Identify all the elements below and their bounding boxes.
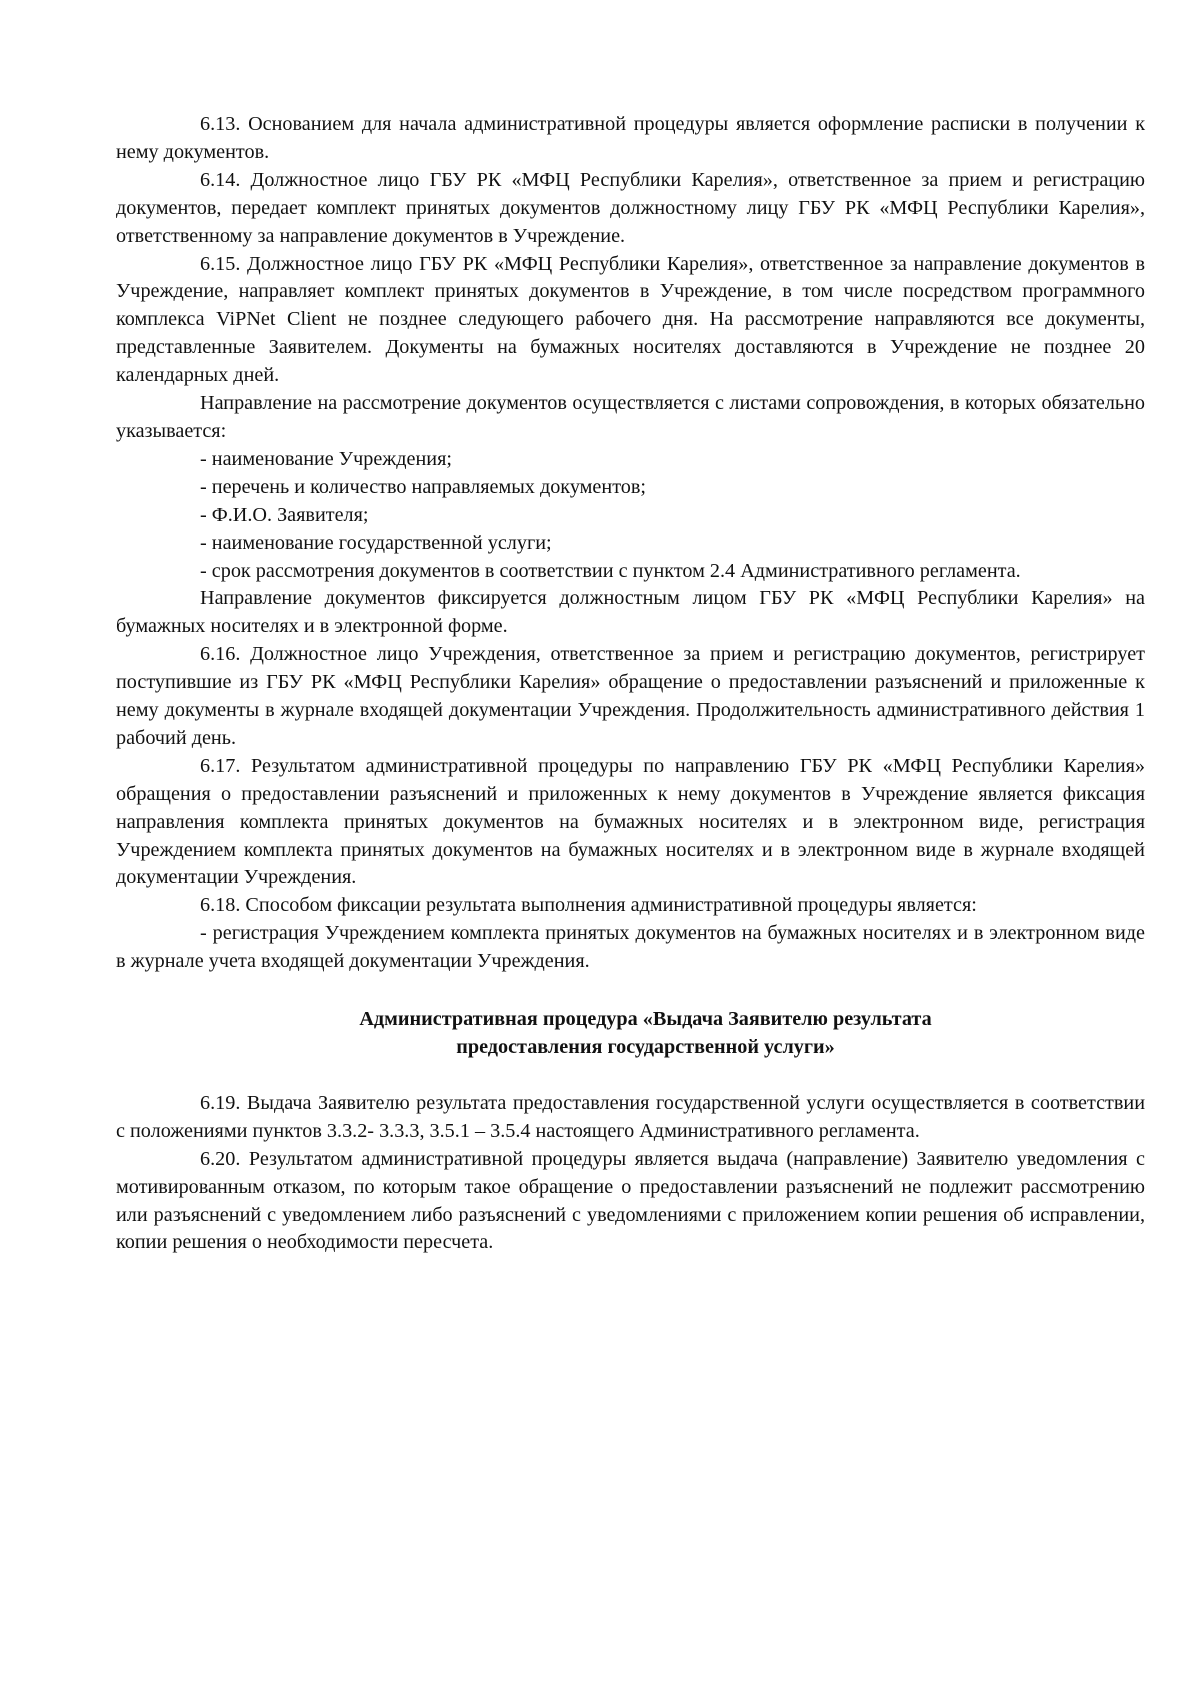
section-heading-line1: Административная процедура «Выдача Заявителю результата [359, 1008, 932, 1031]
paragraph-6-15: 6.15. Должностное лицо ГБУ РК «МФЦ Республики Карелия», ответственное за направление документов в Учреждение, направляет комплект принятых документов в Учреждение, в том числе посредством программного комплекса ViPNet Client не позднее следующего рабочего дня. На рассмотрение направляются все документы, представленные Заявителем. Документы на бумажных носителях доставляются в Учреждение не позднее 20 календарных дней. [116, 252, 1145, 387]
list-item: - срок рассмотрения документов в соответствии с пунктом 2.4 Административного регламента. [200, 559, 1021, 582]
list-item: - наименование Учреждения; [200, 447, 452, 470]
paragraph-6-14: 6.14. Должностное лицо ГБУ РК «МФЦ Республики Карелия», ответственное за прием и регистрацию документов, передает комплект принятых документов должностному лицу ГБУ РК «МФЦ Республики Карелия», ответственному за направление документов в Учреждение. [116, 168, 1145, 247]
paragraph-6-13: 6.13. Основанием для начала административной процедуры является оформление расписки в получении к нему документов. [116, 113, 1145, 163]
list-item: - перечень и количество направляемых документов; [200, 475, 646, 498]
paragraph-6-19: 6.19. Выдача Заявителю результата предоставления государственной услуги осуществляется в соответствии с положениями пунктов 3.3.2- 3.3.3, 3.5.1 – 3.5.4 настоящего Административного регламента. [116, 1091, 1145, 1142]
paragraph-6-20: 6.20. Результатом административной процедуры является выдача (направление) Заявителю уведомления с мотивированным отказом, по которым такое обращение о предоставлении разъяснений не подлежит рассмотрению или разъяснений с уведомлением либо разъяснений с уведомлениями с приложением копии решения об исправлении, копии решения о необходимости пересчета. [116, 1147, 1145, 1254]
list-item: - наименование государственной услуги; [200, 531, 552, 554]
paragraph-direction-recorded: Направление документов фиксируется должностным лицом ГБУ РК «МФЦ Республики Карелия» на бумажных носителях и в электронной форме. [116, 587, 1145, 638]
paragraph-6-18: 6.18. Способом фиксации результата выполнения административной процедуры является: [200, 894, 977, 917]
section-heading-line2: предоставления государственной услуги» [456, 1036, 835, 1058]
paragraph-accompanying-sheets: Направление на рассмотрение документов осуществляется с листами сопровождения, в которых обязательно указывается: [116, 392, 1145, 442]
paragraph-6-17: 6.17. Результатом административной процедуры по направлению ГБУ РК «МФЦ Республики Карелия» обращения о предоставлении разъяснений и приложенных к нему документов в Учреждение является фиксация направления комплекта принятых документов на бумажных носителях и в электронном виде, регистрация Учреждением комплекта принятых документов на бумажных носителях и в электронном виде в журнале входящей документации Учреждения. [116, 754, 1145, 889]
section-heading [116, 1006, 1145, 1062]
paragraph-registration: - регистрация Учреждением комплекта принятых документов на бумажных носителях и в электронном виде в журнале учета входящей документации Учреждения. [116, 922, 1145, 973]
list-item: - Ф.И.О. Заявителя; [200, 503, 369, 526]
paragraph-6-16: 6.16. Должностное лицо Учреждения, ответственное за прием и регистрацию документов, регистрирует поступившие из ГБУ РК «МФЦ Республики Карелия» обращение о предоставлении разъяснений и приложенные к нему документы в журнале входящей документации Учреждения. Продолжительность административного действия 1 рабочий день. [116, 643, 1145, 749]
document-page [116, 111, 1145, 1257]
